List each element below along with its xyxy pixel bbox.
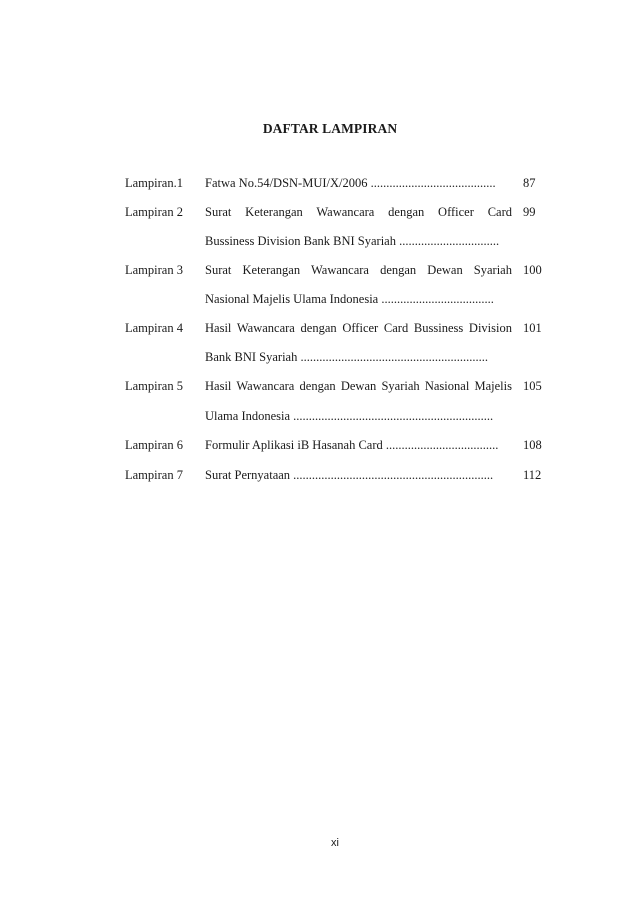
- entry-title-continuation: Ulama Indonesia ................................................................: [205, 409, 494, 423]
- entry-label: Lampiran 7: [125, 468, 183, 482]
- entry-title: Surat Keterangan Wawancara dengan Officer Card: [205, 205, 512, 219]
- entry-title-continuation: Bank BNI Syariah ............................................................: [205, 350, 488, 364]
- entry-title: Formulir Aplikasi iB Hasanah Card ....................................: [205, 438, 499, 452]
- entry-page-number: 101: [523, 321, 542, 335]
- page-title: DAFTAR LAMPIRAN: [262, 121, 398, 136]
- entry-page-number: 99: [523, 205, 536, 219]
- entry-page-number: 87: [523, 176, 536, 190]
- entry-title: Hasil Wawancara dengan Officer Card Bussiness Division: [205, 321, 512, 335]
- entry-title: Hasil Wawancara dengan Dewan Syariah Nasional Majelis: [205, 379, 512, 393]
- entry-label: Lampiran 3: [125, 263, 183, 277]
- entry-title: Surat Keterangan Wawancara dengan Dewan Syariah: [205, 263, 512, 277]
- entry-page-number: 112: [523, 468, 542, 482]
- entry-title: Surat Pernyataan ................................................................: [205, 468, 494, 482]
- entry-title-continuation: Nasional Majelis Ulama Indonesia ....................................: [205, 292, 494, 306]
- entry-title-continuation: Bussiness Division Bank BNI Syariah ................................: [205, 234, 500, 248]
- entry-label: Lampiran 6: [125, 438, 183, 452]
- entry-label: Lampiran 5: [125, 379, 183, 393]
- page-number-footer: xi: [331, 837, 339, 849]
- entry-page-number: 105: [523, 379, 542, 393]
- entry-label: Lampiran 4: [125, 321, 183, 335]
- entry-page-number: 108: [523, 438, 542, 452]
- entry-title: Fatwa No.54/DSN-MUI/X/2006 ........................................: [205, 176, 496, 190]
- entry-label: Lampiran.1: [125, 176, 183, 190]
- entry-page-number: 100: [523, 263, 542, 277]
- entry-label: Lampiran 2: [125, 205, 183, 219]
